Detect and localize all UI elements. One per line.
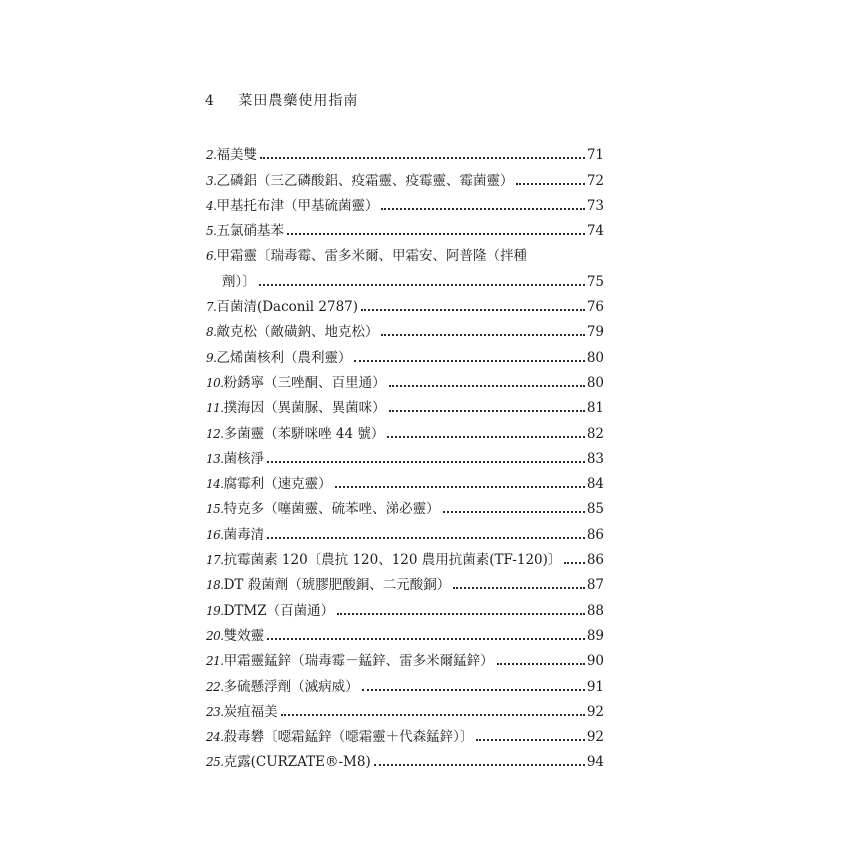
toc-entry-text: 殺毒礬〔噁霜錳鋅（噁霜靈＋代森錳鋅）〕 <box>223 729 474 746</box>
dot-leader <box>389 384 585 387</box>
toc-entry-index: 18. <box>206 578 224 593</box>
toc-entry <box>206 214 604 239</box>
dot-leader <box>267 460 585 463</box>
toc-entry <box>206 568 604 593</box>
dot-leader <box>361 308 585 311</box>
toc-entry <box>206 366 604 391</box>
dot-leader <box>564 561 584 564</box>
dot-leader <box>335 485 585 488</box>
toc-entry-page: 92 <box>586 703 604 720</box>
dot-leader <box>387 435 584 438</box>
toc-entry-title <box>206 649 494 669</box>
toc-entry-index: 23. <box>206 704 224 719</box>
toc-entry-page: 72 <box>586 172 604 189</box>
dot-leader <box>337 612 585 615</box>
toc-entry <box>206 264 604 289</box>
dot-leader <box>381 207 584 210</box>
toc-entry <box>206 442 604 467</box>
toc-entry-text: 克露(CURZATE®-M8) <box>223 754 371 771</box>
toc-entry <box>206 644 604 669</box>
toc-entry-title <box>206 371 386 391</box>
toc-entry <box>206 239 604 264</box>
toc-entry-page: 89 <box>586 627 604 644</box>
dot-leader <box>287 232 585 235</box>
toc-entry-page: 90 <box>586 653 604 670</box>
toc-entry-index: 17. <box>206 553 224 568</box>
toc-entry <box>206 492 604 517</box>
toc-entry-index: 3. <box>206 173 217 188</box>
dot-leader <box>389 409 585 412</box>
toc-entry-text: 劑）〕 <box>222 273 256 290</box>
toc-entry-page: 84 <box>586 476 604 493</box>
toc-entry-text: 福美雙 <box>216 147 257 164</box>
toc-entry-index: 14. <box>206 477 224 492</box>
toc-entry-page: 73 <box>586 197 604 214</box>
toc-entry-text: 多菌靈（苯駢咪唑 44 號） <box>223 425 385 442</box>
toc-entry-title <box>206 169 513 189</box>
toc-entry-page: 87 <box>586 577 604 594</box>
toc-entry-title <box>222 270 256 290</box>
toc-entry <box>206 163 604 188</box>
toc-entry <box>206 517 604 542</box>
toc-entry-index: 4. <box>206 198 217 213</box>
dot-leader <box>267 637 585 640</box>
dot-leader <box>516 182 584 185</box>
toc-entry-page: 80 <box>586 374 604 391</box>
toc-entry-page: 86 <box>586 552 604 569</box>
toc-entry-page: 76 <box>586 299 604 316</box>
toc-entry <box>206 720 604 745</box>
toc-entry-title <box>206 599 334 619</box>
toc-entry-index: 13. <box>206 451 224 466</box>
dot-leader <box>443 510 585 513</box>
toc-entry-title <box>206 472 332 492</box>
toc-entry-title <box>206 700 278 720</box>
toc-entry-text: DT 殺菌劑（琥膠肥酸銅、二元酸銅） <box>223 577 451 594</box>
toc-entry-page: 91 <box>586 678 604 695</box>
toc-entry <box>206 138 604 163</box>
toc-entry <box>206 543 604 568</box>
toc-entry-title <box>206 447 264 467</box>
toc-entry-title <box>206 624 264 644</box>
toc-entry-page: 88 <box>586 602 604 619</box>
dot-leader <box>260 156 585 159</box>
toc-entry-page: 79 <box>586 324 604 341</box>
dot-leader <box>259 283 585 286</box>
dot-leader <box>281 713 585 716</box>
toc-entry-title <box>206 548 561 568</box>
toc-entry-page: 92 <box>586 729 604 746</box>
toc-entry-page: 94 <box>586 754 604 771</box>
toc-entry-index: 22. <box>206 679 224 694</box>
table-of-contents <box>206 138 604 770</box>
toc-entry-text: 乙烯菌核利（農利靈） <box>216 349 352 366</box>
toc-entry-index: 21. <box>206 654 224 669</box>
toc-entry <box>206 189 604 214</box>
toc-entry-text: 粉銹寧（三唑酮、百里通） <box>223 374 386 391</box>
toc-entry <box>206 619 604 644</box>
toc-entry-index: 10. <box>206 375 224 390</box>
toc-entry-text: DTMZ（百菌通） <box>223 602 335 619</box>
toc-entry-text: 雙效靈 <box>223 627 265 644</box>
toc-entry-index: 15. <box>206 502 224 517</box>
toc-entry-text: 菌核淨 <box>223 450 265 467</box>
toc-entry <box>206 669 604 694</box>
toc-entry-title <box>206 244 527 264</box>
toc-entry-index: 5. <box>206 224 217 239</box>
toc-entry-index: 8. <box>206 325 217 340</box>
dot-leader <box>354 359 584 362</box>
toc-entry <box>206 467 604 492</box>
toc-entry <box>206 593 604 618</box>
toc-entry-title <box>206 523 264 543</box>
toc-entry <box>206 290 604 315</box>
toc-entry-title <box>206 320 378 340</box>
toc-entry <box>206 391 604 416</box>
toc-entry <box>206 315 604 340</box>
toc-entry-text: 抗霉菌素 120〔農抗 120、120 農用抗菌素(TF-120)〕 <box>223 552 562 569</box>
toc-entry-page: 75 <box>586 273 604 290</box>
toc-entry-index: 2. <box>206 148 217 163</box>
toc-entry-index: 16. <box>206 527 224 542</box>
dot-leader <box>497 662 585 665</box>
toc-entry-page: 85 <box>586 501 604 518</box>
toc-entry-page: 80 <box>586 349 604 366</box>
toc-entry-text: 撲海因（異菌脲、異菌咪） <box>223 400 386 417</box>
toc-entry-text: 甲霜靈〔瑞毒霉、雷多米爾、甲霜安、阿普隆（拌種 <box>216 248 527 265</box>
toc-entry-title <box>206 422 384 442</box>
toc-entry-index: 9. <box>206 350 217 365</box>
toc-entry-index: 12. <box>206 426 224 441</box>
toc-entry-text: 腐霉利（速克靈） <box>223 476 332 493</box>
dot-leader <box>267 536 585 539</box>
toc-entry-page: 82 <box>586 425 604 442</box>
toc-entry-title <box>206 675 359 695</box>
toc-entry-text: 乙磷鋁（三乙磷酸鋁、疫霜靈、疫霉靈、霉菌靈） <box>216 172 514 189</box>
toc-entry-page: 83 <box>586 450 604 467</box>
toc-entry-text: 特克多（噻菌靈、硫苯唑、涕必靈） <box>223 501 440 518</box>
toc-entry-index: 25. <box>206 755 224 770</box>
toc-entry-title <box>206 143 257 163</box>
toc-entry-text: 炭疽福美 <box>223 703 278 720</box>
toc-entry-index: 7. <box>206 300 217 315</box>
dot-leader <box>381 333 584 336</box>
toc-entry-text: 五氯硝基苯 <box>216 223 284 240</box>
dot-leader <box>453 586 585 589</box>
toc-entry-page: 71 <box>586 147 604 164</box>
toc-entry-text: 多硫懸浮劑（滅病威） <box>223 678 359 695</box>
toc-entry-text: 甲霜靈錳鋅（瑞毒霉－錳鋅、雷多米爾錳鋅） <box>223 653 494 670</box>
toc-entry-page: 81 <box>586 400 604 417</box>
toc-entry-index: 24. <box>206 730 224 745</box>
toc-entry-index: 11. <box>206 401 224 416</box>
toc-entry <box>206 745 604 770</box>
page-number: 4 <box>205 93 215 109</box>
toc-entry-page: 86 <box>586 526 604 543</box>
dot-leader <box>374 763 585 766</box>
toc-entry-title <box>206 497 440 517</box>
toc-entry-title <box>206 725 473 745</box>
toc-entry-title <box>206 750 371 770</box>
dot-leader <box>476 738 584 741</box>
toc-entry-title <box>206 219 284 239</box>
toc-entry-title <box>206 295 358 315</box>
toc-entry-title <box>206 573 450 593</box>
toc-entry-title <box>206 194 378 214</box>
toc-entry-index: 19. <box>206 603 224 618</box>
toc-entry-index: 20. <box>206 628 224 643</box>
toc-entry-text: 菌毒清 <box>223 526 265 543</box>
toc-entry-index: 6. <box>206 249 217 264</box>
toc-entry <box>206 695 604 720</box>
running-header <box>205 90 358 110</box>
toc-entry-text: 敵克松（敵磺鈉、地克松） <box>216 324 379 341</box>
toc-entry-page: 74 <box>586 223 604 240</box>
toc-entry-title <box>206 396 386 416</box>
toc-entry <box>206 340 604 365</box>
toc-entry-text: 甲基托布津（甲基硫菌靈） <box>216 197 379 214</box>
book-title: 菜田農藥使用指南 <box>238 93 359 109</box>
toc-entry-title <box>206 346 351 366</box>
toc-entry-text: 百菌清(Daconil 2787) <box>216 299 359 316</box>
toc-entry <box>206 416 604 441</box>
dot-leader <box>362 688 585 691</box>
